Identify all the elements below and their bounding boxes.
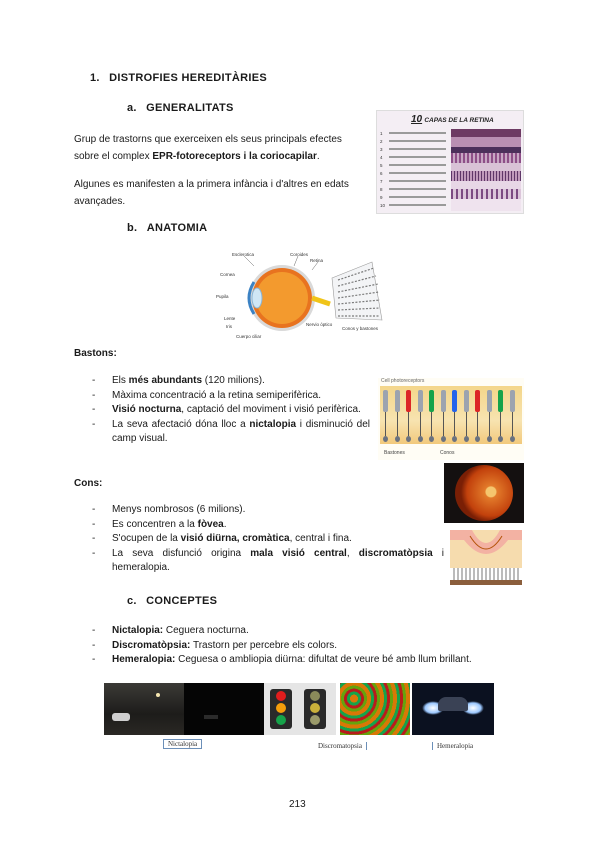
intro-paragraph-1 <box>74 131 368 165</box>
bastons-item-1: - Els més abundants (120 milions). <box>92 374 370 389</box>
label-pupila: Pupila <box>216 294 229 299</box>
photoreceptor-cell <box>463 390 470 444</box>
bastons-item-2: - Màxima concentració a la retina semiperifèrica. <box>92 389 370 404</box>
retina-layer-number: 5 <box>380 162 383 168</box>
cells-row <box>382 390 522 446</box>
retina-layer-item <box>380 129 446 137</box>
retina-layer-line <box>389 188 446 190</box>
concept-discromatopsia: - Discromatòpsia: Trastorn per percebre els colors. <box>92 639 532 654</box>
label-cornea: Cornea <box>220 272 235 277</box>
retina-histology <box>451 129 521 211</box>
heading-1 <box>90 72 267 84</box>
retina-layer-number: 6 <box>380 170 383 176</box>
bastons-list <box>92 374 370 447</box>
retina-layer-number: 10 <box>380 202 386 208</box>
retina-layer-number: 4 <box>380 154 383 160</box>
section-b-letter: b. <box>127 222 138 234</box>
retina-layer-number: 3 <box>380 146 383 152</box>
caption-hemeralopia: Hemeralopia <box>432 742 473 750</box>
photoreceptor-cell <box>451 390 458 444</box>
label-esclerotica: Esclerotica <box>232 252 255 257</box>
retina-layers-figure <box>376 110 524 214</box>
label-lente: Lente <box>224 316 236 321</box>
lens-shape <box>252 288 262 308</box>
retina-layer-item <box>380 177 446 185</box>
retina-layer-number: 9 <box>380 194 383 200</box>
fovea-svg <box>448 528 524 588</box>
photo-night-street <box>104 683 184 735</box>
intro-end: . <box>316 151 320 162</box>
photoreceptor-cell <box>382 390 389 444</box>
retina-layer-line <box>389 172 446 174</box>
concept-nictalopia: - Nictalopia: Ceguera nocturna. <box>92 624 532 639</box>
cons-label: Cons: <box>74 478 103 489</box>
caption-discromatopsia: Discromatopsia <box>318 742 367 750</box>
retina-layer-line <box>389 148 446 150</box>
intro-text: Grup de trastorns que exerceixen els seus principals efectes sobre el complex <box>74 134 342 162</box>
photoreceptor-cell <box>509 390 516 444</box>
retina-layer-line <box>389 132 446 134</box>
photoreceptor-cell <box>405 390 412 444</box>
retina-layer-line <box>389 196 446 198</box>
caption-nictalopia: Nictalopia <box>163 739 202 749</box>
cells-figure-title: Cell photoreceptors <box>381 378 425 384</box>
photoreceptor-cell <box>394 390 401 444</box>
optic-nerve-shape <box>312 298 330 304</box>
retina-figure-title <box>411 114 494 125</box>
photo-traffic-lights <box>264 683 336 735</box>
section-b-title: ANATOMIA <box>146 222 208 234</box>
photo-car-headlights <box>412 683 494 735</box>
label-cuerpo-ciliar: Cuerpo ciliar <box>236 334 262 339</box>
photoreceptor-cell <box>440 390 447 444</box>
vitreous-shape <box>256 272 308 324</box>
section-c-title: CONCEPTES <box>146 595 218 607</box>
label-retina: Retina <box>310 258 324 263</box>
photo-night-dark <box>184 683 264 735</box>
retina-layer-item <box>380 193 446 201</box>
fundus-photo <box>444 463 524 523</box>
section-a-heading <box>127 102 234 114</box>
cons-item-3: - S'ocupen de la visió diürna, cromàtica, central i fina. <box>92 532 444 547</box>
label-iris: Iris <box>226 324 232 329</box>
photoreceptor-cell <box>486 390 493 444</box>
retina-layer-number: 2 <box>380 138 383 144</box>
cells-right-label: Conos <box>440 450 455 456</box>
cons-item-2: - Es concentren a la fòvea. <box>92 518 444 533</box>
section-c-letter: c. <box>127 595 137 607</box>
heading-1-number: 1. <box>90 72 100 84</box>
retina-layer-item <box>380 185 446 193</box>
cells-left-label: Bastones <box>384 450 405 456</box>
retina-layer-line <box>389 180 446 182</box>
retina-title-number: 10 <box>411 114 423 125</box>
retina-layer-line <box>389 140 446 142</box>
intro-bold: EPR-fotoreceptors i la coriocapilar <box>152 151 317 162</box>
retina-layer-number: 8 <box>380 186 383 192</box>
retina-layer-item <box>380 161 446 169</box>
cons-list <box>92 503 444 576</box>
retina-layer-item <box>380 153 446 161</box>
retina-layer-list <box>380 129 446 209</box>
bastons-item-4: - La seva afectació dóna lloc a nictalopia i disminució del camp visual. <box>92 418 370 447</box>
retina-title-text: CAPAS DE LA RETINA <box>424 117 494 124</box>
photoreceptor-cells-figure <box>378 378 524 460</box>
section-a-title: GENERALITATS <box>146 102 234 114</box>
label-coroides: Coroides <box>290 252 309 257</box>
rods-cones-fan <box>332 262 382 320</box>
section-c-heading <box>127 595 217 607</box>
photoreceptor-cell <box>417 390 424 444</box>
concept-hemeralopia: - Hemeralopia: Ceguesa o ambliopia diürna: difultat de veure bé amb llum brillant. <box>92 653 532 668</box>
page-number: 213 <box>289 799 306 810</box>
cons-item-4: - La seva disfunció origina mala visió central, discromatòpsia i hemeralopia. <box>92 547 444 576</box>
retina-layer-item <box>380 137 446 145</box>
retina-layer-number: 1 <box>380 130 383 136</box>
photo-fruit-market <box>340 683 410 735</box>
heading-1-title: DISTROFIES HEREDITÀRIES <box>109 72 268 84</box>
section-b-heading <box>127 222 207 234</box>
eye-anatomy-svg <box>214 248 384 340</box>
cons-item-1: - Menys nombrosos (6 milions). <box>92 503 444 518</box>
bastons-item-3: - Visió nocturna, captació del moviment i visió perifèrica. <box>92 403 370 418</box>
eye-anatomy-figure <box>214 248 384 340</box>
photoreceptor-cell <box>428 390 435 444</box>
fundus-disc <box>455 465 513 521</box>
photoreceptor-cell <box>474 390 481 444</box>
intro-paragraph-2: Algunes es manifesten a la primera infància i d'altres en edats avançades. <box>74 179 349 207</box>
retina-layer-line <box>389 164 446 166</box>
concepts-list <box>92 624 532 668</box>
retina-layer-item <box>380 201 446 209</box>
retina-layer-item <box>380 169 446 177</box>
retina-layer-line <box>389 204 446 206</box>
label-nervio-optico: Nervio óptico <box>306 322 333 327</box>
retina-layer-line <box>389 156 446 158</box>
photoreceptor-cell <box>497 390 504 444</box>
fovea-diagram <box>448 528 524 588</box>
retina-layer-item <box>380 145 446 153</box>
bastons-label: Bastons: <box>74 348 117 359</box>
section-a-letter: a. <box>127 102 137 114</box>
retina-layer-number: 7 <box>380 178 383 184</box>
label-conos-bastones: Conos y bastones <box>342 326 379 331</box>
